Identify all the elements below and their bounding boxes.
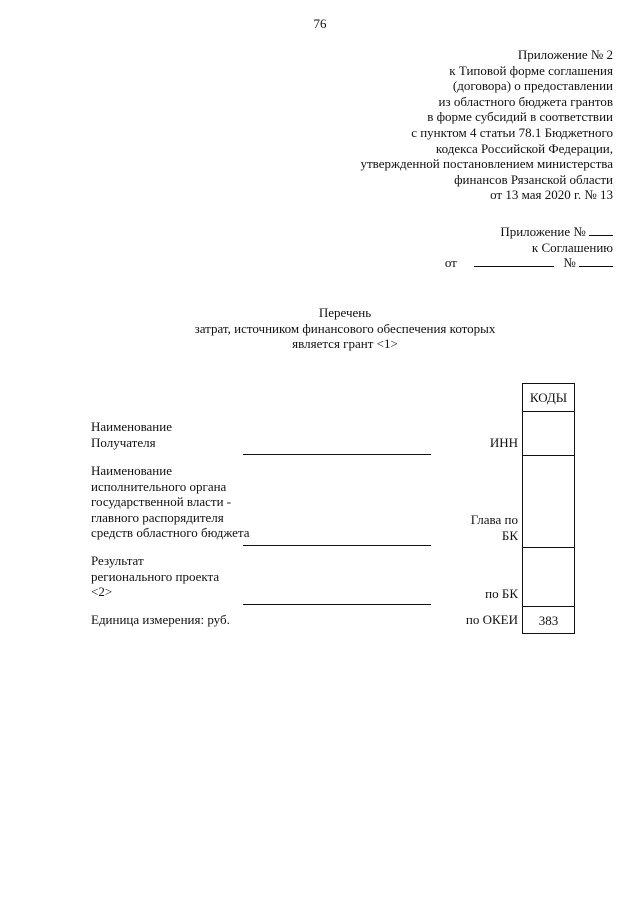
project-name-field[interactable]	[243, 604, 431, 605]
authority-label-line: Наименование	[91, 463, 172, 478]
document-title	[0, 305, 640, 352]
annex-date-blank[interactable]	[474, 266, 554, 267]
recipient-label-line: Получателя	[91, 434, 156, 450]
page-number: 76	[313, 16, 327, 31]
annex-number-sign: №	[563, 255, 576, 271]
codes-header: КОДЫ	[529, 390, 568, 405]
budget-head-label-line: БК	[501, 527, 518, 543]
project-label	[91, 553, 219, 600]
codes-table	[522, 383, 575, 634]
title-line-3: является грант <1>	[292, 336, 398, 352]
budget-head-code-cell[interactable]	[523, 455, 574, 547]
appendix-line: с пунктом 4 статьи 78.1 Бюджетного	[411, 124, 613, 140]
bk-code-label: по БК	[485, 586, 518, 601]
authority-label	[91, 463, 250, 541]
budget-head-label	[440, 512, 518, 543]
appendix-line: утвержденной постановлением министерства	[360, 156, 613, 172]
appendix-line: к Типовой форме соглашения	[449, 62, 613, 78]
appendix-header	[253, 47, 613, 203]
annex-number-line	[373, 224, 613, 240]
okei-label: по ОКЕИ	[465, 612, 518, 627]
annex-date-label: от	[444, 255, 457, 271]
appendix-line: из областного бюджета грантов	[438, 93, 613, 109]
annex-number-label: Приложение №	[500, 224, 586, 239]
okei-code-value: 383	[538, 613, 559, 628]
project-label-line: Результат	[91, 553, 144, 568]
annex-date-line	[373, 255, 613, 271]
annex-header	[373, 224, 613, 271]
recipient-label	[91, 419, 172, 450]
appendix-line: финансов Рязанской области	[454, 171, 613, 187]
project-label-line: <2>	[91, 584, 113, 600]
okei-code-cell	[523, 606, 574, 634]
authority-label-line: средств областного бюджета	[91, 525, 250, 541]
authority-label-line: государственной власти -	[91, 494, 232, 510]
appendix-line: от 13 мая 2020 г. № 13	[490, 187, 613, 203]
authority-name-field[interactable]	[243, 545, 431, 546]
recipient-name-field[interactable]	[243, 454, 431, 455]
title-line-1: Перечень	[318, 305, 372, 320]
annex-agreement-number-blank[interactable]	[579, 266, 613, 267]
unit-label-text: Единица измерения: руб.	[91, 612, 230, 627]
appendix-line: в форме субсидий в соответствии	[427, 109, 613, 125]
annex-number-blank[interactable]	[589, 235, 613, 236]
unit-label	[91, 612, 230, 628]
bk-code-cell[interactable]	[523, 547, 574, 606]
authority-label-line: исполнительного органа	[91, 478, 227, 494]
appendix-line: Приложение № 2	[517, 47, 613, 62]
inn-label: ИНН	[489, 435, 518, 450]
inn-code-cell[interactable]	[523, 411, 574, 455]
annex-agreement-line: к Соглашению	[531, 239, 613, 255]
appendix-line: кодекса Российской Федерации,	[435, 140, 613, 156]
authority-label-line: главного распорядителя	[91, 509, 224, 525]
budget-head-label-line: Глава по	[470, 512, 518, 527]
project-label-line: регионального проекта	[91, 568, 220, 584]
appendix-line: (договора) о предоставлении	[452, 78, 613, 94]
recipient-label-line: Наименование	[91, 419, 172, 434]
title-line-2: затрат, источником финансового обеспечения которых	[194, 320, 496, 336]
